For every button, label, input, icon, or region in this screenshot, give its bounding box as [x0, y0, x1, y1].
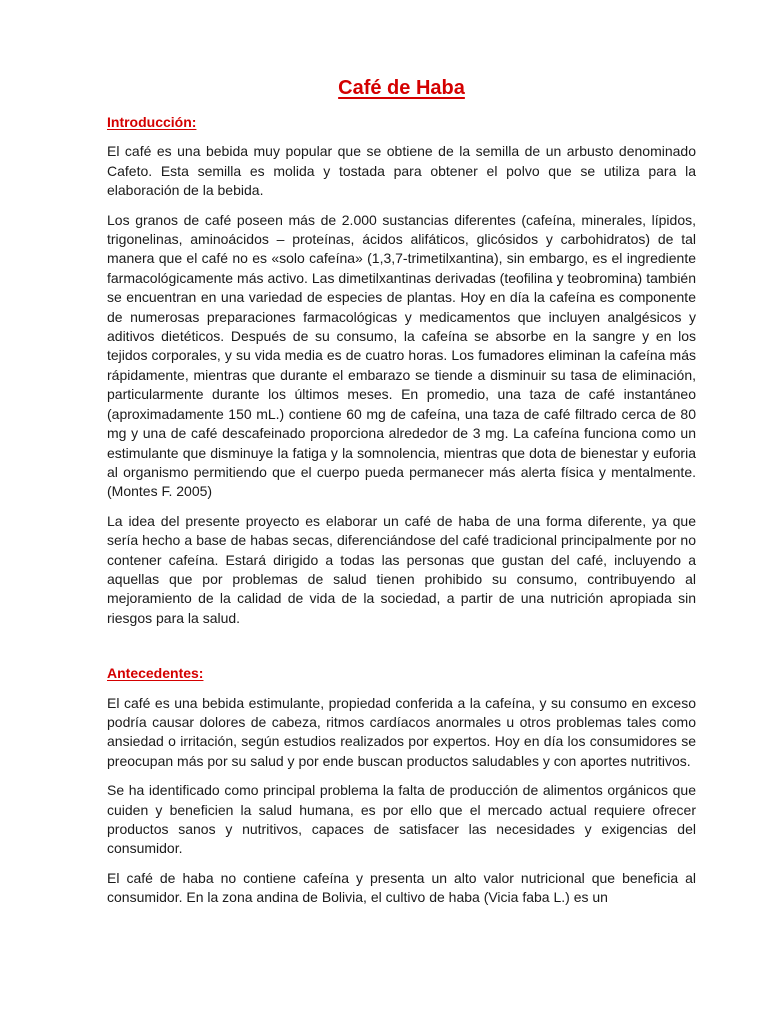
- intro-paragraph-3: La idea del presente proyecto es elaborar un café de haba de una forma diferente, ya que sería hecho a base de habas secas, diferenciándose del café tradicional principalmente por no contener cafeína. Estará dirigido a todas las personas que gustan del café, incluyendo a aquellas que por problemas de salud tienen prohibido su consumo, contribuyendo al mejoramiento de la calidad de vida de la sociedad, a partir de una nutrición apropiada sin riesgos para la salud.: [107, 512, 696, 626]
- section-heading-introduccion: Introducción:: [107, 114, 197, 130]
- intro-paragraph-1: El café es una bebida muy popular que se obtiene de la semilla de un arbusto denominado Cafeto. Esta semilla es molida y tostada para obtener el polvo que se utiliza para la elaboración de la bebida.: [107, 143, 696, 199]
- document-title: Café de Haba: [338, 77, 465, 99]
- section-heading-antecedentes: Antecedentes:: [107, 665, 204, 682]
- antecedentes-paragraph-3: El café de haba no contiene cafeína y presenta un alto valor nutricional que beneficia al consumidor. En la zona andina de Bolivia, el cultivo de haba (Vicia faba L.) es un: [107, 869, 696, 906]
- intro-paragraph-2: Los granos de café poseen más de 2.000 sustancias diferentes (cafeína, minerales, lípidos, trigonelinas, aminoácidos – proteínas, ácidos alifáticos, glicósidos y carbohidratos) de tal manera que el café no es «solo cafeína» (1,3,7-trimetilxantina), sin embargo, es el ingrediente farmacológicamente más activo. Las dimetilxantinas derivadas (teofilina y teobromina) también se encuentran en una variedad de especies de plantas. Hoy en día la cafeína es componente de numerosas preparaciones farmacológicas y medicamentos que incluyen analgésicos y aditivos dietéticos. Después de su consumo, la cafeína se absorbe en la sangre y en los tejidos corporales, y su vida media es de cuatro horas. Los fumadores eliminan la cafeína más rápidamente, mientras que durante el embarazo se tiende a disminuir su tasa de eliminación, particularmente durante los últimos meses. En promedio, una taza de café instantáneo (aproximadamente 150 mL.) contiene 60 mg de cafeína, una taza de café filtrado cerca de 80 mg y una de café descafeinado proporciona alrededor de 3 mg. La cafeína funciona como un estimulante que disminuye la fatiga y la somnolencia, mientras que dota de bienestar y euforia al organismo permitiendo que el cuerpo pueda permanecer más alerta física y mentalmente. (Montes F. 2005): [107, 211, 696, 500]
- document-page: [107, 0, 696, 908]
- antecedentes-paragraph-2: Se ha identificado como principal problema la falta de producción de alimentos orgánicos que cuiden y beneficien la salud humana, es por ello que el mercado actual requiere ofrecer productos sanos y nutritivos, capaces de satisfacer las necesidades y exigencias del consumidor.: [107, 782, 696, 857]
- antecedentes-paragraph-1: El café es una bebida estimulante, propiedad conferida a la cafeína, y su consumo en exceso podría causar dolores de cabeza, ritmos cardíacos anormales u otros problemas tales como ansiedad o irritación, según estudios realizados por expertos. Hoy en día los consumidores se preocupan más por su salud y por ende buscan productos saludables y con aportes nutritivos.: [107, 694, 696, 769]
